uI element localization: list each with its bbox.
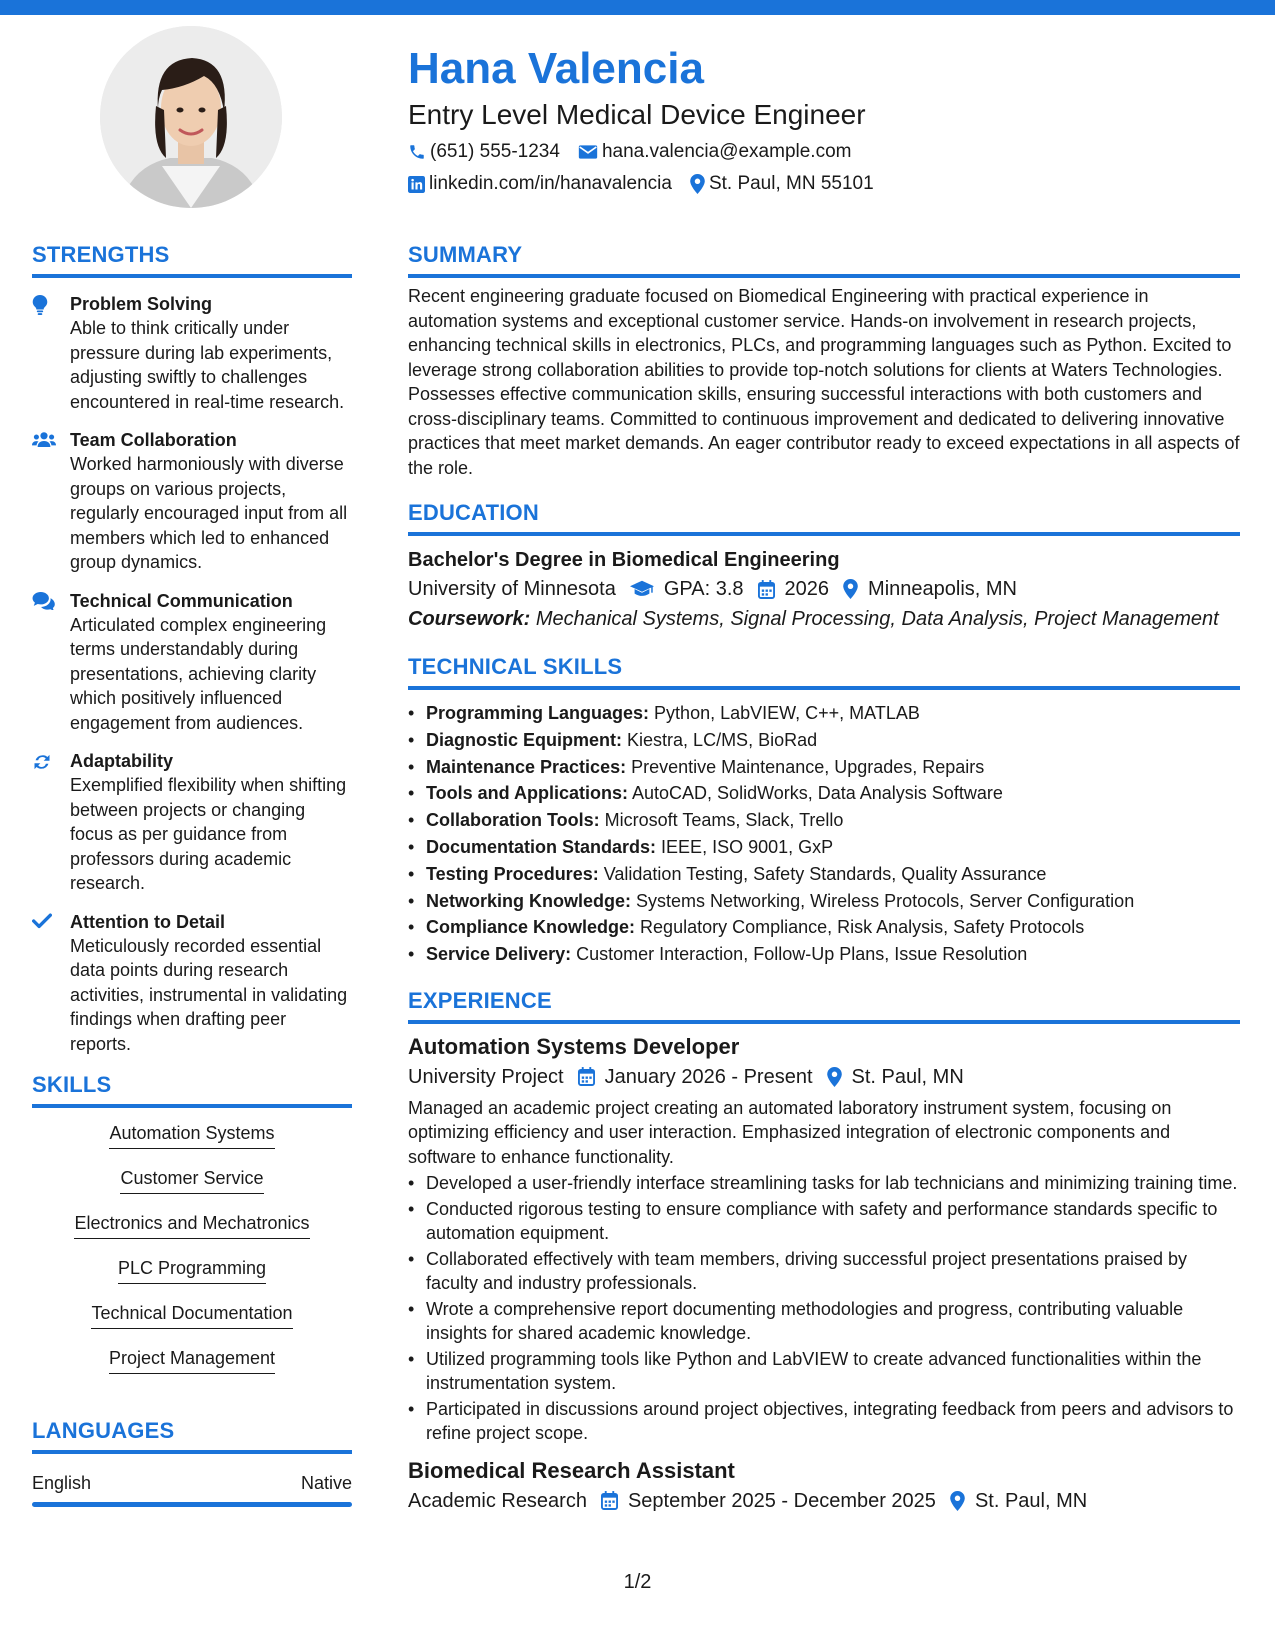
skills-section (32, 1070, 352, 1390)
job-title: Biomedical Research Assistant (408, 1457, 735, 1483)
job-dates: September 2025 - December 2025 (627, 1489, 936, 1512)
strength-item (32, 589, 352, 736)
skill-tag: Technical Documentation (91, 1300, 292, 1329)
tech-skill-item (408, 941, 1240, 968)
tech-skill-item (408, 834, 1240, 861)
strength-item (32, 749, 352, 896)
skill-tag: Project Management (109, 1345, 275, 1374)
tech-skill-value: Validation Testing, Safety Standards, Quality Assurance (603, 863, 1047, 884)
section-divider (408, 1020, 1240, 1024)
job-entry (408, 1456, 1240, 1516)
candidate-name: Hana Valencia (408, 44, 704, 93)
tech-skill-value: Regulatory Compliance, Risk Analysis, Safety Protocols (640, 917, 1085, 938)
job-org: Academic Research (408, 1489, 587, 1512)
summary-text: Recent engineering graduate focused on Biomedical Engineering with practical experience in automation systems and exceptional customer service. Hands-on involvement in research projects, enhancing technical skills in electronics, PLCs, and programming languages such as Python. Excited to leverage strong collaboration abilities to provide top-notch solutions for clients at Waters Technologies. Possesses effective communication skills, ensuring successful interactions with both customers and cross-disciplinary teams. Committed to continuous improvement and dedicated to delivering innovative practices that meet market demands. An eager contributor ready to exceed expectations in all aspects of the role. (408, 286, 1240, 478)
strength-item (32, 292, 352, 414)
graduation-cap-icon (630, 580, 654, 598)
gpa-text: GPA: 3.8 (663, 578, 744, 600)
tech-skill-label: Tools and Applications: (426, 783, 628, 804)
email-text: hana.valencia@example.com (601, 141, 852, 162)
tech-skill-value: Preventive Maintenance, Upgrades, Repairs (631, 756, 985, 777)
tech-skill-item (408, 780, 1240, 807)
strength-title: Team Collaboration (70, 430, 237, 450)
degree-title: Bachelor's Degree in Biomedical Engineering (408, 549, 840, 571)
languages-section (32, 1416, 352, 1507)
tech-skill-label: Networking Knowledge: (426, 890, 632, 911)
section-divider (32, 274, 352, 278)
strength-title: Technical Communication (70, 590, 293, 611)
section-divider (408, 686, 1240, 690)
tech-skill-label: Programming Languages: (426, 703, 650, 723)
contact-location (690, 170, 874, 198)
phone-text: (651) 555-1234 (430, 141, 560, 162)
tech-skill-value: Systems Networking, Wireless Protocols, Server Configuration (636, 890, 1135, 911)
map-pin-icon (690, 174, 705, 194)
map-pin-icon (827, 1067, 842, 1087)
linkedin-icon (408, 176, 425, 193)
job-bullet: • Collaborated effectively with team members, driving successful project presentations praised by faculty and industry professionals. (408, 1247, 1240, 1296)
tech-skill-label: Documentation Standards: (426, 836, 657, 857)
linkedin-text: linkedin.com/in/hanavalencia (429, 173, 672, 194)
skill-tag: Automation Systems (109, 1120, 274, 1149)
contact-phone (408, 138, 560, 166)
candidate-title: Entry Level Medical Device Engineer (408, 99, 866, 130)
tech-skill-label: Maintenance Practices: (426, 756, 627, 777)
language-name: English (32, 1473, 92, 1493)
tech-skill-item (408, 861, 1240, 888)
language-level: Native (300, 1473, 352, 1493)
calendar-icon (601, 1491, 618, 1510)
education-location: Minneapolis, MN (868, 578, 1017, 600)
strength-item (32, 910, 352, 1057)
skills-heading: SKILLS (32, 1072, 112, 1097)
tech-skill-item (408, 914, 1240, 941)
tech-skill-item (408, 727, 1240, 754)
users-icon (32, 431, 56, 447)
technical-skills-heading: TECHNICAL SKILLS (408, 654, 623, 679)
language-row (32, 1470, 352, 1496)
section-divider (408, 532, 1240, 536)
tech-skill-value: Kiestra, LC/MS, BioRad (627, 729, 818, 750)
tech-skill-value: Customer Interaction, Follow-Up Plans, Issue Resolution (576, 944, 1028, 965)
contact-row-2 (408, 170, 1238, 198)
job-dates: January 2026 - Present (604, 1065, 813, 1088)
left-column (32, 240, 352, 1507)
job-location: St. Paul, MN (851, 1065, 964, 1088)
coursework-text: Mechanical Systems, Signal Processing, Data Analysis, Project Management (535, 608, 1219, 630)
contact-row-1 (408, 138, 1238, 166)
strength-desc: Exemplified flexibility when shifting between projects or changing focus as per guidance from professors during academic research. (70, 775, 347, 893)
calendar-icon (758, 580, 775, 599)
job-bullet: • Wrote a comprehensive report documenting methodologies and progress, contributing valuable insights for shared academic knowledge. (408, 1297, 1240, 1346)
job-bullet: • Participated in discussions around project objectives, integrating feedback from peers and advisors to refine project scope. (408, 1397, 1240, 1446)
phone-icon (408, 143, 426, 161)
job-entry (408, 1032, 1240, 1446)
tech-skill-value: Python, LabVIEW, C++, MATLAB (654, 703, 920, 723)
tech-skill-label: Diagnostic Equipment: (426, 729, 623, 750)
job-org: University Project (408, 1065, 564, 1088)
job-meta (408, 1486, 1240, 1516)
comments-icon (32, 592, 56, 610)
coursework-line (408, 604, 1240, 634)
map-pin-icon (843, 579, 858, 599)
graduation-year: 2026 (784, 578, 830, 600)
tech-skill-item (408, 700, 1240, 727)
skill-tag: Customer Service (120, 1165, 263, 1194)
sync-icon (32, 752, 52, 772)
strength-desc: Meticulously recorded essential data points during research activities, instrumental in validating findings when drafting peer reports. (70, 935, 348, 1054)
tech-skill-label: Collaboration Tools: (426, 810, 600, 831)
languages-heading: LANGUAGES (32, 1418, 175, 1443)
experience-heading: EXPERIENCE (408, 987, 552, 1013)
language-proficiency-bar (32, 1502, 352, 1507)
calendar-icon (578, 1067, 595, 1086)
job-location: St. Paul, MN (974, 1489, 1088, 1512)
coursework-label: Coursework: (408, 608, 531, 630)
job-title: Automation Systems Developer (408, 1033, 740, 1059)
skill-tag: PLC Programming (118, 1255, 266, 1284)
section-divider (32, 1450, 352, 1454)
tech-skill-value: Microsoft Teams, Slack, Trello (604, 810, 844, 831)
tech-skill-label: Testing Procedures: (426, 863, 599, 884)
location-text: St. Paul, MN 55101 (708, 173, 874, 194)
envelope-icon (578, 144, 598, 160)
top-accent-bar (0, 0, 1275, 15)
education-meta (408, 574, 1240, 604)
summary-section (408, 240, 1240, 480)
section-divider (408, 274, 1240, 278)
strength-desc: Able to think critically under pressure during lab experiments, adjusting swiftly to challenges encountered in real-time research. (70, 318, 345, 412)
summary-heading: SUMMARY (408, 242, 523, 267)
lightbulb-icon (32, 295, 48, 315)
tech-skill-label: Compliance Knowledge: (426, 917, 636, 938)
education-section (408, 498, 1240, 634)
tech-skill-item (408, 888, 1240, 915)
education-heading: EDUCATION (408, 500, 539, 525)
job-description: Managed an academic project creating an automated laboratory instrument system, focusing on optimizing efficiency and user interaction. Emphasized integration of electronic components and software to enhance functionality. (408, 1097, 1172, 1167)
section-divider (32, 1104, 352, 1108)
technical-skills-section (408, 652, 1240, 968)
strength-item (32, 428, 352, 575)
strength-desc: Worked harmoniously with diverse groups on various projects, regularly encouraged input from all members which led to enhanced group dynamics. (70, 454, 348, 572)
strength-title: Attention to Detail (70, 911, 225, 932)
strengths-heading: STRENGTHS (32, 242, 170, 267)
contact-linkedin (408, 170, 672, 198)
job-bullet: • Developed a user-friendly interface streamlining tasks for lab technicians and minimizing training time. (408, 1171, 1240, 1196)
contact-email (578, 138, 852, 166)
page-number: 1/2 (623, 1571, 652, 1593)
check-icon (32, 913, 52, 929)
tech-skill-item (408, 754, 1240, 781)
right-column (408, 240, 1240, 1516)
experience-section (408, 986, 1240, 1516)
strength-desc: Articulated complex engineering terms understandably during presentations, achieving clarity which positively influenced engagement from audiences. (70, 614, 327, 733)
tech-skill-label: Service Delivery: (426, 944, 572, 965)
job-bullet: • Utilized programming tools like Python and LabVIEW to create advanced functionalities within the instrumentation system. (408, 1347, 1240, 1396)
job-bullet: • Conducted rigorous testing to ensure compliance with safety and performance standards specific to automation equipment. (408, 1197, 1240, 1246)
strength-title: Problem Solving (70, 294, 213, 314)
strength-title: Adaptability (70, 751, 174, 771)
strengths-section (32, 240, 352, 1056)
skill-tag: Electronics and Mechatronics (74, 1210, 309, 1239)
job-meta (408, 1062, 1240, 1092)
profile-photo (100, 26, 282, 208)
school-name: University of Minnesota (408, 578, 616, 600)
tech-skill-value: AutoCAD, SolidWorks, Data Analysis Software (632, 783, 1003, 804)
resume-header (408, 42, 1238, 198)
tech-skill-item (408, 807, 1240, 834)
map-pin-icon (950, 1491, 965, 1511)
tech-skill-value: IEEE, ISO 9001, GxP (661, 836, 834, 857)
